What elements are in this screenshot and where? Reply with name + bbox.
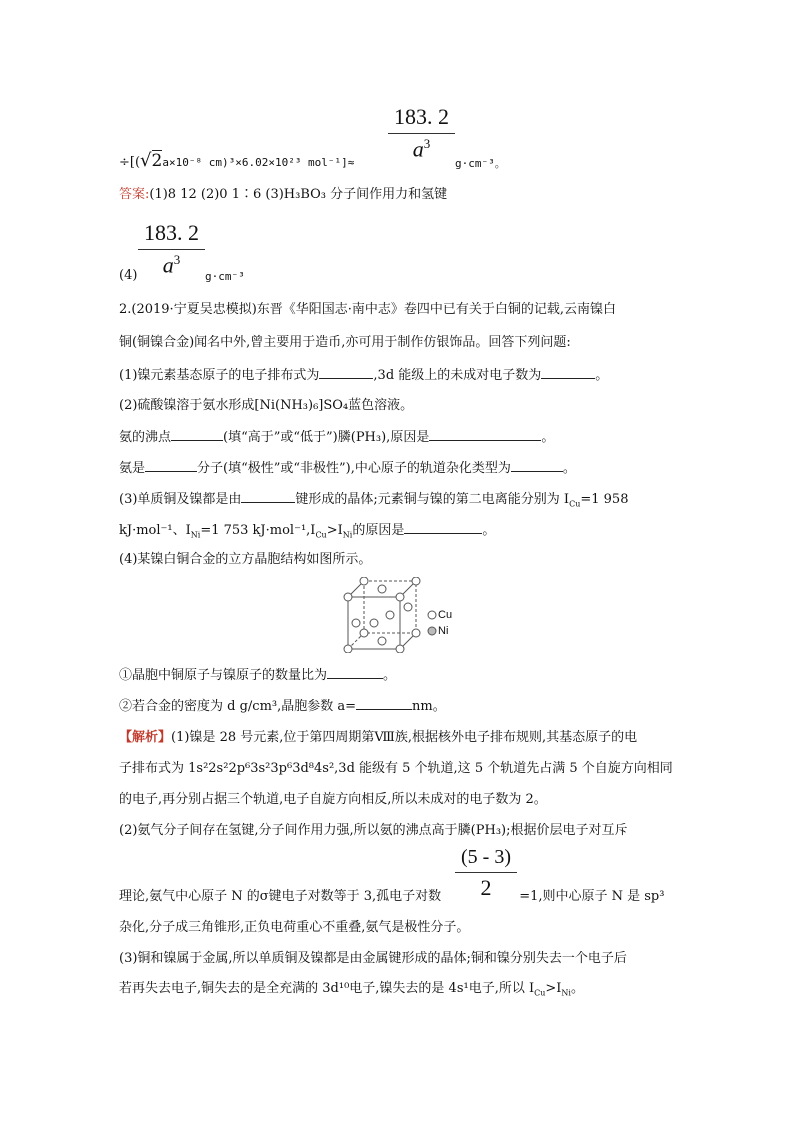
analysis-fraction: $\frac{(5 - 3)}{2}$ [455, 846, 517, 901]
analysis-p2-l1: (2)氨气分子间存在氢键,分子间作用力强,所以氨的沸点高于膦(PH₃);根据价层电子对互斥 [119, 823, 628, 838]
analysis-p3-l1: (3)铜和镍属于金属,所以单质铜及镍都是由金属键形成的晶体;铜和镍分别失去一个电子后 [119, 951, 627, 966]
fraction-denominator: $a^3$ [412, 136, 431, 162]
answer-blank[interactable] [429, 428, 541, 441]
answer-line: 答案:(1)8 12 (2)0 1∶6 (3)H₃BO₃ 分子间作用力和氢键 [119, 187, 448, 202]
answer-blank[interactable] [145, 459, 197, 472]
q2-part2-a: 氨的沸点 (填“高于”或“低于”)膦(PH₃),原因是 。 [119, 430, 555, 445]
top-fraction [388, 104, 455, 162]
legend-cu: Cu [438, 609, 453, 621]
analysis-p1-l1: 【解析】(1)镍是 28 号元素,位于第四周期第Ⅷ族,根据核外电子排布规则,其基态原子的电 [119, 730, 638, 745]
answer-part4-label: (4) [119, 268, 138, 283]
top-formula-unit: g·cm⁻³。 [455, 157, 506, 170]
answer-blank[interactable] [319, 366, 373, 379]
answer-blank[interactable] [241, 490, 295, 503]
q2-part4: (4)某镍白铜合金的立方晶胞结构如图所示。 [119, 552, 372, 567]
top-formula-line: ÷[(√2a×10⁻⁸ cm)³×6.02×10²³ mol⁻¹]≈ [119, 150, 355, 171]
answer-blank[interactable] [404, 521, 482, 534]
answer-blank[interactable] [171, 428, 223, 441]
answer-fraction: $\frac{183. 2}{a^3}$ [138, 220, 205, 278]
fraction-numerator: 183. 2 [388, 104, 455, 134]
answer-blank[interactable] [356, 697, 412, 710]
answer-blank[interactable] [511, 459, 563, 472]
analysis-p2-l2: 理论,氨气中心原子 N 的σ键电子对数等于 3,孤电子对数 =1,则中心原子 N 是 sp³ [119, 889, 665, 904]
q2-part1: (1)镍元素基态原子的电子排布式为 ,3d 能级上的未成对电子数为 。 [119, 368, 609, 383]
answer-blank[interactable] [541, 366, 595, 379]
q2-part4-1: ①晶胞中铜原子与镍原子的数量比为 。 [119, 668, 397, 683]
analysis-p3-l2: 若再失去电子,铜失去的是全充满的 3d¹⁰电子,镍失去的是 4s¹电子,所以 $I_{Cu}>I_{Ni}$。 [119, 981, 584, 998]
q2-part3-a: (3)单质铜及镍都是由 键形成的晶体;元素铜与镍的第二电离能分别为 $I_{Cu}=1$ 958 [119, 492, 629, 509]
analysis-p1-l2: 子排布式为 1s²2s²2p⁶3s²3p⁶3d⁸4s²,3d 能级有 5 个轨道,这 5 个轨道先占满 5 个自旋方向相同 [119, 761, 673, 776]
q2-part2: (2)硫酸镍溶于氨水形成[Ni(NH₃)₆]SO₄蓝色溶液。 [119, 398, 414, 413]
analysis-label: 【解析】 [119, 730, 172, 745]
crystal-cell-figure [340, 577, 480, 653]
answer-label: 答案: [119, 187, 150, 202]
q2-part3-b: kJ·mol⁻¹、$I_{Ni}=1$ 753 $kJ\cdot mol^{-1},I_{Cu}>I_{Ni}$的原因是 。 [119, 523, 496, 540]
analysis-p1-l3: 的电子,再分别占据三个轨道,电子自旋方向相反,所以未成对的电子数为 2。 [119, 792, 547, 807]
answer-blank[interactable] [327, 666, 383, 679]
analysis-p2-l3: 杂化,分子成三角锥形,正负电荷重心不重叠,氨气是极性分子。 [119, 920, 470, 935]
legend-ni: Ni [438, 625, 449, 637]
q2-intro-line1: 2.(2019·宁夏吴忠模拟)东晋《华阳国志·南中志》卷四中已有关于白铜的记载,云南镍白 [119, 302, 617, 317]
q2-part2-b: 氨是 分子(填“极性”或“非极性”),中心原子的轨道杂化类型为 。 [119, 461, 576, 476]
q2-part4-2: ②若合金的密度为 d g/cm³,晶胞参数 a= nm。 [119, 699, 446, 714]
q2-intro-line2: 铜(铜镍合金)闻名中外,曾主要用于造币,亦可用于制作仿银饰品。回答下列问题: [119, 335, 571, 350]
answer-unit: g·cm⁻³ [205, 270, 245, 283]
